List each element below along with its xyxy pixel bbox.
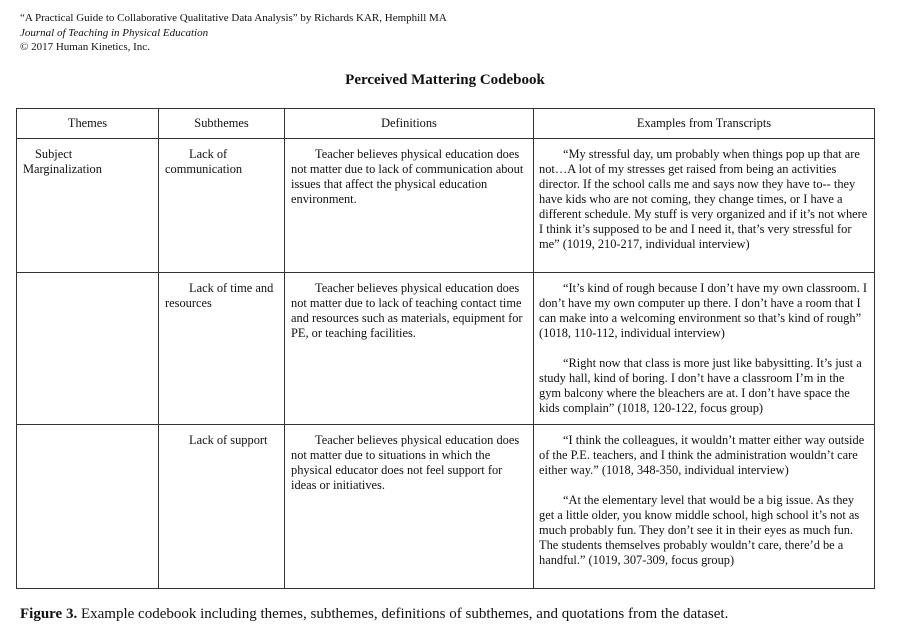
header-subthemes: Subthemes: [159, 109, 285, 139]
header-themes: Themes: [17, 109, 159, 139]
codebook-table: [16, 108, 875, 589]
example-quote: “At the elementary level that would be a big issue. As they get a little older, you know middle school, high school it’s not as much probably fun. They don’t see it in their eyes as much fun. The students themselves probably wouldn’t care, there’d be a handful.” (1019, 307-309, focus group): [539, 493, 860, 567]
subtheme-text: Lack of time and resources: [165, 281, 274, 310]
table-row: [17, 139, 875, 273]
theme-cell: [17, 273, 159, 425]
example-quote: “I think the colleagues, it wouldn’t matter either way outside of the P.E. teachers, and I think the administration wouldn’t care either way.” (1018, 348-350, individual interview): [539, 433, 865, 477]
table-row: [17, 273, 875, 425]
definition-cell: [285, 425, 534, 589]
theme-text: [17, 425, 158, 437]
figure-caption: [20, 606, 728, 623]
citation-journal: Journal of Teaching in Physical Education: [20, 26, 209, 39]
subtheme-text: Lack of communication: [165, 147, 243, 176]
definition-cell: [285, 139, 534, 273]
header-examples: Examples from Transcripts: [534, 109, 875, 139]
citation-block: [20, 11, 447, 55]
examples-cell: [534, 273, 875, 425]
example-quote: “My stressful day, um probably when things pop up that are not…A lot of my stresses get raised from being an activities director. If the school calls me and says now they have to-- they have kids who are not coming, they change times, or I have a different schedule. My stuff is very organized and if it’s not where I think it’s supposed to be and I need it, that’s very stressful for me” (1019, 210-217, individual interview): [539, 147, 868, 251]
definition-text: Teacher believes physical education does not matter due to lack of teaching contact time and resources such as materials, equipment for PE, or teaching facilities.: [291, 281, 523, 340]
codebook-title: Perceived Mattering Codebook: [345, 72, 545, 88]
examples-cell: [534, 425, 875, 589]
theme-cell: [17, 139, 159, 273]
theme-cell: [17, 425, 159, 589]
figure-label: Figure 3.: [20, 606, 78, 622]
theme-text: Subject Marginalization: [23, 147, 102, 176]
subtheme-cell: [159, 273, 285, 425]
example-quote: “It’s kind of rough because I don’t have my own classroom. I don’t have my own computer up there. I don’t have a room that I can make into a welcoming environment so that’s kind of rough” (1018, 110-112, individual interview): [539, 281, 867, 340]
subtheme-text: Lack of support: [189, 433, 268, 447]
figure-caption-text: Example codebook including themes, subthemes, definitions of subthemes, and quotations from the dataset.: [77, 606, 729, 622]
definition-text: Teacher believes physical education does not matter due to situations in which the physical educator does not feel support for ideas or initiatives.: [291, 433, 520, 492]
definition-cell: [285, 273, 534, 425]
subtheme-cell: [159, 425, 285, 589]
table-row: [17, 425, 875, 589]
theme-text: [17, 273, 158, 285]
example-quote: “Right now that class is more just like babysitting. It’s just a study hall, kind of boring. I don’t have a classroom I’m in the gym balcony where the bleachers are at. I don’t have space the kids complain” (1018, 120-122, focus group): [539, 356, 862, 415]
definition-text: Teacher believes physical education does not matter due to lack of communication about issues that affect the physical education environment.: [291, 147, 524, 206]
header-row: [17, 109, 875, 139]
header-definitions: Definitions: [285, 109, 534, 139]
subtheme-cell: [159, 139, 285, 273]
citation-title: “A Practical Guide to Collaborative Qualitative Data Analysis” by Richards KAR, Hemphill MA: [20, 12, 447, 24]
citation-copyright: © 2017 Human Kinetics, Inc.: [20, 41, 150, 53]
examples-cell: [534, 139, 875, 273]
